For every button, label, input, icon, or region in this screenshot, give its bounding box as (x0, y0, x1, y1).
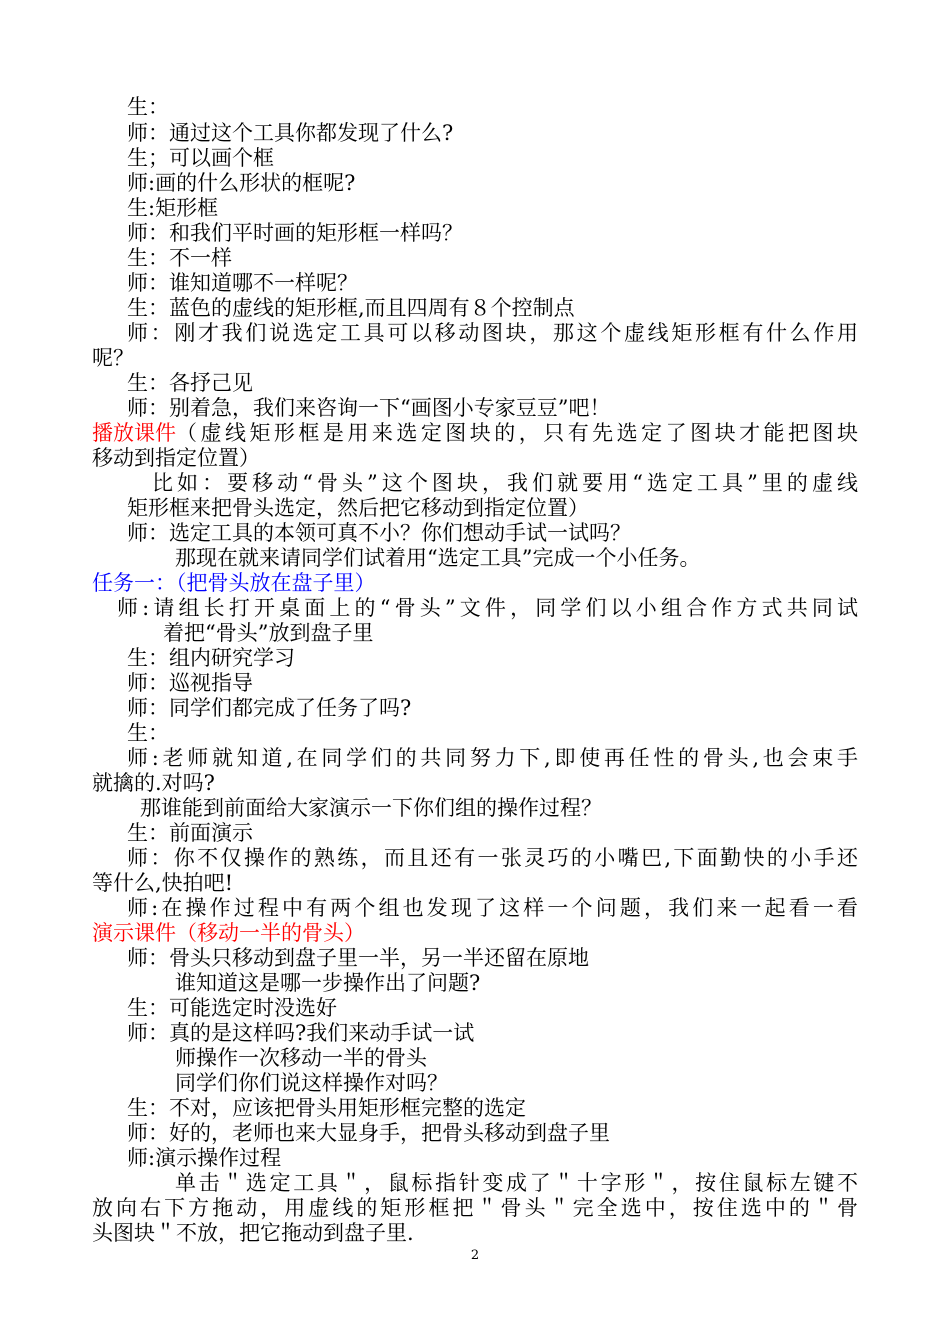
task-heading (92, 571, 376, 596)
line: 生:矩形框 (127, 196, 219, 220)
line (117, 596, 858, 621)
line: 生：不一样 (127, 246, 232, 270)
line: 移动到指定位置） (92, 446, 260, 470)
line: 生：组内研究学习 (127, 646, 295, 670)
line: 那谁能到前面给大家演示一下你们组的操作过程？ (140, 796, 602, 820)
line: 生： (127, 721, 169, 745)
courseware-line (92, 421, 858, 446)
line (92, 1196, 858, 1221)
line (127, 896, 858, 921)
line: 师：骨头只移动到盘子里一半，另一半还留在原地 (127, 946, 589, 970)
line: 师：和我们平时画的矩形框一样吗？ (127, 221, 463, 245)
line: 师：谁知道哪不一样呢？ (127, 271, 358, 295)
line (127, 321, 858, 346)
line: 师:画的什么形状的框呢? (127, 171, 356, 195)
line: 生：蓝色的虚线的矩形框,而且四周有８个控制点 (127, 296, 575, 320)
line: 同学们你们说这样操作对吗？ (175, 1071, 448, 1095)
line: 师：好的，老师也来大显身手，把骨头移动到盘子里 (127, 1121, 610, 1145)
line: 生：各抒己见 (127, 371, 253, 395)
page-number: 2 (470, 1248, 480, 1263)
line-text: 比如：要移动“骨头”这个图块，我们就要用“选定工具”里的虚线 (152, 471, 858, 495)
line (127, 746, 858, 771)
line: 就擒的.对吗? (92, 771, 215, 795)
line: 师：同学们都完成了任务了吗? (127, 696, 412, 720)
line: 呢？ (92, 346, 134, 370)
line: 生；可以画个框 (127, 146, 274, 170)
line: 生：不对，应该把骨头用矩形框完整的选定 (127, 1096, 526, 1120)
line-text: 师：刚才我们说选定工具可以移动图块，那这个虚线矩形框有什么作用 (127, 321, 858, 345)
line: 师：通过这个工具你都发现了什么? (127, 121, 454, 145)
line-text: （虚线矩形框是用来选定图块的，只有先选定了图块才能把图块 (176, 421, 858, 445)
line: 师操作一次移动一半的骨头 (175, 1046, 427, 1070)
line-text: 师:老师就知道,在同学们的共同努力下,即使再任性的骨头,也会束手 (127, 746, 858, 770)
task-label: 任务一： (92, 571, 176, 595)
line: 师:演示操作过程 (127, 1146, 282, 1170)
courseware-demo-heading: 演示课件（移动一半的骨头） (92, 921, 365, 945)
line-text: 单击＂选定工具＂，鼠标指针变成了＂十字形＂，按住鼠标左键不 (175, 1171, 858, 1195)
line: 着把“骨头”放到盘子里 (163, 621, 374, 645)
line: 那现在就来请同学们试着用“选定工具”完成一个小任务。 (175, 546, 701, 570)
line: 生：可能选定时没选好 (127, 996, 337, 1020)
line: 谁知道这是哪一步操作出了问题? (175, 971, 481, 995)
line: 生：前面演示 (127, 821, 253, 845)
courseware-label: 播放课件 (92, 421, 176, 445)
line: 师：巡视指导 (127, 671, 253, 695)
line: 师：真的是这样吗?我们来动手试一试 (127, 1021, 475, 1045)
line (152, 471, 858, 496)
line-text: 师:在操作过程中有两个组也发现了这样一个问题，我们来一起看一看 (127, 896, 858, 920)
line-text: 放向右下方拖动，用虚线的矩形框把＂骨头＂完全选中，按住选中的＂骨 (92, 1196, 858, 1220)
line: 师：别着急，我们来咨询一下“画图小专家豆豆”吧！ (127, 396, 611, 420)
line: 矩形框来把骨头选定，然后把它移动到指定位置） (127, 496, 589, 520)
line: 头图块＂不放，把它拖动到盘子里. (92, 1221, 414, 1245)
line (127, 846, 858, 871)
line-text: 师:请组长打开桌面上的“骨头”文件，同学们以小组合作方式共同试 (117, 596, 858, 620)
line-text: 师：你不仅操作的熟练，而且还有一张灵巧的小嘴巴,下面勤快的小手还 (127, 846, 858, 870)
line (175, 1171, 858, 1196)
line: 师：选定工具的本领可真不小？你们想动手试一试吗？ (127, 521, 631, 545)
line: 等什么,快拍吧! (92, 871, 234, 895)
task-description: （把骨头放在盘子里） (176, 571, 376, 595)
line: 生： (127, 95, 169, 119)
